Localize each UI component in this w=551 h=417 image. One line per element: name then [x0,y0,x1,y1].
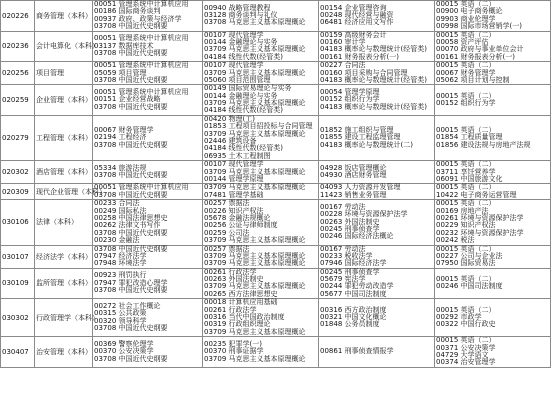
course-entry: 00107 现代管理学 [204,61,264,70]
course-entry: 03709 马克思主义基本原理概论 [204,99,306,108]
exam-schedule-body [1,1,551,368]
program-code-cell: 020279 [1,115,35,160]
course-entry: 04928 饭店管理概论 [320,163,387,172]
program-code-cell: 030302 [1,299,35,337]
course-entry: 00015 英语（二） [436,160,496,169]
course-entry: 00159 高级财务会计 [320,30,387,39]
course-entry: 07946 国际经济法学 [320,259,387,268]
course-entry: 00160 项目采购与合同管理 [320,68,408,77]
course-list-cell [203,31,319,62]
course-list-cell [93,31,203,62]
program-name-cell: 商务管理（本科） [35,1,93,32]
course-list-cell [435,337,551,368]
course-entry: 00316 西方政治制度 [320,305,387,314]
table-row [1,85,551,116]
table-row [1,31,551,62]
course-entry: 03708 中国近代史纲要 [94,190,168,199]
course-list-cell [319,31,435,62]
course-entry: 00167 劳动法 [320,244,366,253]
course-entry: 05678 金融法规概论 [204,213,271,222]
course-entry: 03708 中国近代史纲要 [94,286,168,295]
course-entry: 02446 建筑设备 [204,137,257,146]
course-list-cell [93,268,203,299]
course-entry: 03708 中国近代史纲要 [94,228,168,237]
table-row [1,1,551,32]
course-entry: 00315 公共政策 [94,309,147,318]
course-entry: 00262 法律文书写作 [94,221,161,230]
course-list-cell [319,200,435,245]
course-list-cell [319,268,435,299]
program-code-cell: 030107 [1,245,35,268]
course-entry: 00374 治安管理学 [436,358,496,367]
course-entry: 00263 外国法制史 [204,275,264,284]
course-entry: 03709 马克思主义基本原理概论 [204,259,306,268]
course-entry: 00232 环境与资源保护法学 [436,228,524,237]
course-entry: 00144 管理学原理 [204,174,264,183]
course-entry: 00370 刑事证据学 [204,347,264,356]
course-entry: 04184 线性代数(经管类) [204,144,283,153]
table-row [1,200,551,245]
course-entry: 00257 票据法 [204,244,250,253]
course-entry: 00322 中国行政史 [436,320,496,329]
course-entry: 00320 领导科学 [94,316,147,325]
course-entry: 00244 罪犯劳动改造学 [320,282,394,291]
course-entry: 00015 英语（二） [436,61,496,70]
course-entry: 00233 税收法学 [320,251,373,260]
program-code-cell: 020309 [1,184,35,200]
course-entry: 00015 英语（二） [436,125,496,134]
course-entry: 00144 金融理论与实务 [204,91,278,100]
course-list-cell [435,184,551,200]
course-entry: 03137 数据库技术 [94,41,154,50]
table-row [1,115,551,160]
course-list-cell [319,1,435,32]
program-code-cell: 020236 [1,31,35,62]
course-list-cell [203,115,319,160]
course-entry: 00319 行政组织理论 [204,320,271,329]
table-row [1,245,551,268]
course-entry: 00248 现代经营与融资 [320,11,394,20]
course-entry: 00227 公司与企业法 [436,251,503,260]
course-entry: 03708 中国近代史纲要 [94,324,168,333]
course-entry: 03708 中国近代史纲要 [94,102,168,111]
course-entry: 00152 组织行为学 [320,95,380,104]
course-entry: 06091 中国旅游文化 [436,174,503,183]
course-entry: 04930 酒店财务管理 [320,171,387,180]
course-list-cell [203,299,319,337]
course-entry: 04184 线性代数(经管类) [204,52,283,61]
course-list-cell [203,1,319,32]
course-entry: 00152 组织行为学 [436,99,496,108]
course-entry: 03128 商务谈判与礼仪 [204,11,278,20]
course-entry: 00229 知识产权法 [436,221,496,230]
course-entry: 03708 中国近代史纲要 [94,22,168,31]
course-list-cell [435,299,551,337]
course-entry: 00054 管理学原理 [320,87,380,96]
course-list-cell [93,299,203,337]
course-entry: 00370 公安决策学 [94,347,154,356]
course-entry: 06481 经济应用文写作 [320,18,394,27]
course-entry: 00051 管理系统中计算机应用 [94,34,189,43]
course-list-cell [435,245,551,268]
course-entry: 03709 马克思主义基本原理概论 [204,236,306,245]
course-entry: 04183 概率论与数理统计(经管类) [320,102,427,111]
program-name-cell: 现代企业管理（本科） [35,184,93,200]
table-row [1,268,551,299]
course-entry: 00149 国际贸易理论与实务 [204,84,292,93]
course-entry: 03709 马克思主义基本原理概论 [204,167,306,176]
course-entry: 07950 国际贸易法 [436,259,496,268]
course-entry: 07947 经济法学 [94,251,147,260]
program-name-cell: 治安管理（本科） [35,337,93,368]
course-entry: 00258 中国法律思想史 [94,213,168,222]
course-entry: 00051 管理系统中计算机应用 [94,0,189,8]
course-entry: 00051 管理系统中计算机应用 [94,87,189,96]
course-list-cell [203,62,319,85]
course-list-cell [93,62,203,85]
course-entry: 07947 罪犯改造心理学 [94,278,168,287]
program-code-cell: 020302 [1,161,35,184]
course-entry: 00186 国际商务谈判 [94,7,161,16]
course-entry: 00321 中国文化概论 [320,313,387,322]
program-name-cell: 监所管理（本科） [35,268,93,299]
table-row [1,299,551,337]
course-list-cell [319,299,435,337]
course-entry: 00051 管理系统中计算机应用 [94,61,189,70]
program-code-cell: 020259 [1,85,35,116]
course-entry: 03709 马克思主义基本原理概论 [204,282,306,291]
program-code-cell: 020226 [1,1,35,32]
course-entry: 00015 英语（二） [436,275,496,284]
course-entry: 04183 概率论与数理统计(经管类) [320,45,427,54]
course-entry: 00245 刑事侦查学 [320,267,380,276]
table-row [1,184,551,200]
course-entry: 11423 销售业务管理 [320,190,387,199]
course-entry: 00235 犯罪学(一) [204,339,262,348]
course-list-cell [93,115,203,160]
program-code-cell: 030407 [1,337,35,368]
course-entry: 00861 刑事侦查情报学 [320,347,394,356]
course-entry: 00058 资产评估 [436,37,489,46]
course-entry: 00371 公安决策学 [436,343,496,352]
course-list-cell [435,200,551,245]
course-entry: 05059 项目管理 [94,68,147,77]
course-entry: 01856 建设法规与房地产法规 [436,140,531,149]
table-row [1,337,551,368]
course-entry: 03708 中国近代史纲要 [94,171,168,180]
course-list-cell [319,161,435,184]
course-entry: 04183 概率论与数理统计(二) [320,140,413,149]
course-list-cell [435,161,551,184]
course-entry: 00245 刑事侦查学 [320,225,380,234]
course-entry: 00015 英语（二） [436,30,496,39]
table-row [1,62,551,85]
course-entry: 03711 享饪营养学 [436,167,496,176]
course-entry: 00154 企业管理咨询 [320,3,387,12]
course-entry: 00923 刑罚执行 [94,271,147,280]
course-entry: 00051 管理系统中计算机应用 [94,183,189,192]
course-entry: 00015 英语（二） [436,336,496,345]
course-entry: 00369 警察伦理学 [94,339,154,348]
course-list-cell [203,245,319,268]
course-entry: 00015 英语（二） [436,91,496,100]
course-entry: 00151 企业经营战略 [94,95,161,104]
course-list-cell [93,85,203,116]
program-name-cell: 项目管理 [35,62,93,85]
course-entry: 00067 财务管理学 [94,125,154,134]
table-row [1,161,551,184]
program-name-cell: 酒店管理（本科） [35,161,93,184]
course-entry: 00144 金融理论与实务 [204,37,278,46]
course-list-cell [435,62,551,85]
course-list-cell [319,337,435,368]
course-entry: 00257 票据法 [204,199,250,208]
course-entry: 00015 英语（二） [436,183,496,192]
course-entry: 00261 行政法学 [204,305,257,314]
course-entry: 00160 审计学 [320,37,366,46]
course-entry: 03709 马克思主义基本原理概论 [204,45,306,54]
course-entry: 00256 公证与律师制度 [204,221,278,230]
program-name-cell: 工程管理（本科） [35,115,93,160]
program-name-cell: 行政管理学（本科） [35,299,93,337]
course-entry: 00261 行政法学 [204,267,257,276]
course-list-cell [93,161,203,184]
course-list-cell [93,184,203,200]
course-list-cell [203,85,319,116]
course-entry: 04183 概率论与数理统计(经管类) [320,75,427,84]
course-entry: 00015 英语（二） [436,305,496,314]
course-entry: 09903 商业伦理学 [436,14,496,23]
course-entry: 05062 项目计划与控制 [436,75,510,84]
course-entry: 05677 中国司法制度 [320,289,387,298]
course-entry: 00420 物理(工) [204,114,255,123]
program-code-cell: 020256 [1,62,35,85]
course-list-cell [93,1,203,32]
course-list-cell [203,161,319,184]
course-entry: 03709 马克思主义基本原理概论 [204,251,306,260]
program-name-cell: 企业管理（本科） [35,85,93,116]
course-entry: 00263 外国法制史 [320,217,380,226]
course-entry: 00230 金融法 [94,236,140,245]
course-entry: 07948 环境法学 [94,259,147,268]
course-entry: 05334 旅游法规 [94,163,147,172]
course-entry: 00227 合同法 [320,61,366,70]
course-entry: 03709 马克思主义基本原理概论 [204,183,306,192]
course-list-cell [319,62,435,85]
course-entry: 00937 政府、政策与经济学 [94,14,182,23]
course-list-cell [319,245,435,268]
course-list-cell [435,31,551,62]
course-entry: 01852 施工组织与管理 [320,125,394,134]
course-entry: 03709 马克思主义基本原理概论 [204,68,306,77]
course-entry: 00015 英语（二） [436,0,496,8]
course-entry: 00161 财务报表分析(一) [436,52,515,61]
course-entry: 00900 电子商务概论 [436,7,503,16]
course-entry: 03708 中国近代史纲要 [94,354,168,363]
course-entry: 00233 合同法 [94,199,140,208]
course-entry: 05060 项目范围管理 [204,75,271,84]
course-entry: 00249 国际私法 [94,206,147,215]
course-entry: 00169 房地产法 [436,206,489,215]
course-list-cell [435,268,551,299]
course-list-cell [319,184,435,200]
course-list-cell [203,184,319,200]
course-list-cell [203,337,319,368]
course-entry: 00015 英语（二） [436,199,496,208]
course-entry: 00316 当代中国政治制度 [204,313,285,322]
course-entry: 06935 土木工程制图 [204,151,271,160]
course-list-cell [435,1,551,32]
course-list-cell [93,337,203,368]
course-list-cell [93,200,203,245]
course-list-cell [435,85,551,116]
course-entry: 00107 现代管理学 [204,30,264,39]
course-entry: 00272 社会工作概论 [94,301,161,310]
course-entry: 03708 中国近代史纲要 [94,244,168,253]
course-entry: 03708 中国近代史纲要 [94,140,168,149]
course-list-cell [319,115,435,160]
course-entry: 00940 战略管理教程 [204,3,271,12]
course-entry: 03708 中国近代史纲要 [94,75,168,84]
course-entry: 04093 人力资源开发管理 [320,183,401,192]
course-entry: 05679 宪法学 [320,275,366,284]
course-entry: 10422 电子商务运营管理 [436,190,517,199]
course-entry: 03709 马克思主义基本原理概论 [204,354,306,363]
course-entry: 00067 财务管理学 [436,68,496,77]
program-name-cell: 法律（本科） [35,200,93,245]
course-entry: 04184 线性代数(经管类) [204,106,283,115]
course-entry: 03708 马克思主义基本原理概论 [204,18,306,27]
course-entry: 00161 财务报表分析(一) [320,52,399,61]
course-entry: 02194 工程经济 [94,133,147,142]
course-entry: 07481 管理学基础 [204,190,264,199]
course-entry: 00259 公司法 [204,228,250,237]
course-entry: 00018 计算机应用基础 [204,298,278,307]
course-entry: 00226 知识产权法 [204,206,264,215]
course-entry: 03709 马克思主义基本原理概论 [204,129,306,138]
course-list-cell [435,115,551,160]
course-list-cell [319,85,435,116]
course-entry: 01848 公务员制度 [320,320,380,329]
course-entry: 00261 环境与资源保护法学 [436,213,524,222]
course-entry: 00070 政府与事业单位会计 [436,45,524,54]
course-entry: 00265 西方法律思想史 [204,289,278,298]
course-entry: 03709 马克思主义基本原理概论 [204,327,306,336]
course-entry: 01854 工程质量管理 [436,133,503,142]
program-name-cell: 会计电算化（本科） [35,31,93,62]
course-entry: 00292 市政学 [436,313,482,322]
course-entry: 00246 国际经济法概论 [320,232,394,241]
course-entry: 00107 现代管理学 [204,160,264,169]
course-entry: 01853 工程项目招投标与合同管理 [204,122,313,131]
course-entry: 00246 中国司法制度 [436,282,503,291]
course-entry: 00167 劳动法 [320,202,366,211]
course-entry: 01855 建设工程监理管理 [320,133,401,142]
course-entry: 00242 税法 [436,236,475,245]
program-name-cell: 经济法学（本科） [35,245,93,268]
course-list-cell [93,245,203,268]
course-list-cell [203,200,319,245]
course-entry: 03708 中国近代史纲要 [94,49,168,58]
course-entry: 00228 环境与资源保护法学 [320,210,408,219]
course-entry: 00998 国际市场营销学(一) [436,22,522,31]
program-code-cell: 030109 [1,268,35,299]
course-entry: 04729 大学语文 [436,350,489,359]
course-entry: 00015 英语（二） [436,244,496,253]
course-list-cell [203,268,319,299]
program-code-cell: 030106 [1,200,35,245]
